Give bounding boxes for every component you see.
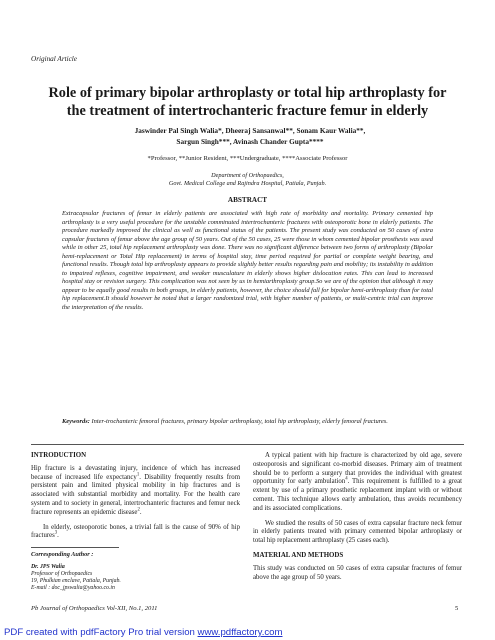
- intro-p2-text-a: In elderly, osteoporotic bones, a trivial fall is the cause of 90% of hip fractures: [31, 523, 240, 540]
- citation-sup: 1: [136, 472, 140, 478]
- intro-p1-text-b: . Disability frequently results from persistent pain and limited physical mobility in hip fractures and is associated with substantial morbidity and mortality. For the health care system and to society in general, intertrochanteric fractures and femur neck fracture represents an epidemic disease: [31, 473, 240, 516]
- corresponding-author-address: 19, Phulkian enclave, Patiala, Punjab.: [31, 577, 121, 584]
- intro-paragraph-3: [253, 452, 462, 514]
- pdf-creator-banner: [4, 627, 283, 638]
- methods-paragraph-1: This study was conducted on 50 cases of extra capsular fractures of femur above the age group of 50 years.: [253, 564, 462, 581]
- left-column: [31, 452, 240, 592]
- right-column: [253, 452, 462, 588]
- corresponding-author-email: E-mail : doc_jpswalia@yahoo.co.in: [31, 584, 115, 591]
- intro-paragraph-2: [31, 524, 240, 542]
- introduction-heading: INTRODUCTION: [31, 452, 87, 459]
- article-title: Role of primary bipolar arthroplasty or total hip arthroplasty for the treatment of intertrochanteric fracture femur in elderly: [48, 85, 447, 119]
- article-type-label: Original Article: [31, 55, 77, 63]
- keywords: [62, 418, 433, 427]
- intro-paragraph-4: We studied the results of 50 cases of extra capsular fracture neck femur in elderly patients treated with primary cemented bipolar arthroplasty or total hip replacement arthroplasty (25 cases each).: [253, 519, 462, 545]
- journal-footer: Pb Journal of Orthopaedics Vol-XII, No.1, 2011: [31, 605, 158, 612]
- intro-p2-text-b: .: [57, 532, 59, 540]
- methods-heading: MATERIAL AND METHODS: [253, 551, 344, 559]
- author-roles: *Professor, **Junior Resident, ***Undergraduate, ****Associate Professor: [147, 155, 348, 162]
- section-divider: [31, 444, 464, 445]
- citation-sup: 2: [137, 507, 140, 513]
- page-number: 5: [455, 605, 459, 612]
- affiliation: [80, 172, 415, 189]
- author-list: [95, 126, 405, 147]
- intro-paragraph-1: [31, 465, 240, 518]
- citation-sup: 4: [345, 477, 348, 483]
- intro-p1-text-a: Hip fracture is a devastating injury, incidence of which has increased because of increased life expectancy: [31, 464, 240, 481]
- corresponding-author-name: Dr. JPS Walia: [31, 563, 65, 570]
- intro-p1-text-c: .: [139, 508, 142, 516]
- corresponding-author-heading: Corresponding Author :: [31, 551, 94, 559]
- author-line-2: Sargun Singh***, Avinash Chander Gupta****: [176, 136, 324, 146]
- intro-p3-text-a: A typical patient with hip fracture is characterized by old age, severe osteoporosis and significant co-morbid diseases. Primary aim of treatment should be to perform a surgery that provides the individual with greatest opportunity for early ambulation: [253, 452, 462, 486]
- author-line-1: Jaswinder Pal Singh Walia*, Dheeraj Sansanwal**, Sonam Kaur Walia**,: [134, 126, 366, 135]
- corresponding-divider: [31, 547, 119, 548]
- affiliation-line-2: Govt. Medical College and Rajindra Hospital, Patiala, Punjab.: [168, 180, 327, 188]
- corresponding-author-title: Professor of Orthopaedics: [31, 570, 93, 577]
- affiliation-line-1: Department of Orthopaedics,: [211, 172, 284, 179]
- abstract-text: Extracapsular fractures of femur in elderly patients are associated with high rate of morbidity and mortality. Primary cemented hip arthroplasty is a very useful procedure for the unstable comminuted intertrochanteric fractures with osteoporotic bone in elderly patients. The procedure markedly improved the clinical as well as functional status of the patients. The present study was conducted on 50 cases of extra capsular fractures of femur above the age group of 50 years. Out of the 50 cases, 25 were those in whom cemented bipolar prosthesis was used while in other 25, total hip replacement arthroplasty was done. There was no significant difference between two forms of arthroplasty (Bipolar hemi-replacement or Total Hip replacement) in terms of hospital stay, time period required for partial or complete weight bearing, and functional results. Though total hip arthroplasty appears to provide slightly better results regarding pain and mobility; its instability in addition to impaired reflexes, cognitive impairment, and weaker musculature in elderly shows higher dislocation rates. This can lead to increased hospital stay or revision surgery. This complication was not seen by us in hemiarthroplasty group.So we are of the opinion that although it may appear to be equally good results in both groups, in elderly patients, however, the choice should fall for bipolar hemi-arthroplasty than for total hip replacement.It should however be noted that a larger randomized trial, with higher number of patients, or multi-centric trial can improve the interpretation of the results.: [62, 210, 433, 312]
- intro-p3-text-b: . This requirement is fulfilled to a great extent by use of a primary prosthetic replacement implant with or without cement. This technique allows early ambulation, thus avoids recumbency and its associated complications.: [253, 478, 462, 512]
- keywords-label: Keywords:: [62, 418, 90, 425]
- citation-sup: 3: [54, 531, 58, 537]
- pdf-factory-link[interactable]: www.pdffactory.com: [197, 627, 283, 638]
- pdf-banner-text: PDF created with pdfFactory Pro trial version: [4, 627, 198, 638]
- abstract-heading: ABSTRACT: [227, 196, 268, 204]
- keywords-text: Inter-trochanteric femoral fractures, primary bipolar arthroplasty, total hip arthroplasty, elderly femoral fractures.: [89, 418, 388, 425]
